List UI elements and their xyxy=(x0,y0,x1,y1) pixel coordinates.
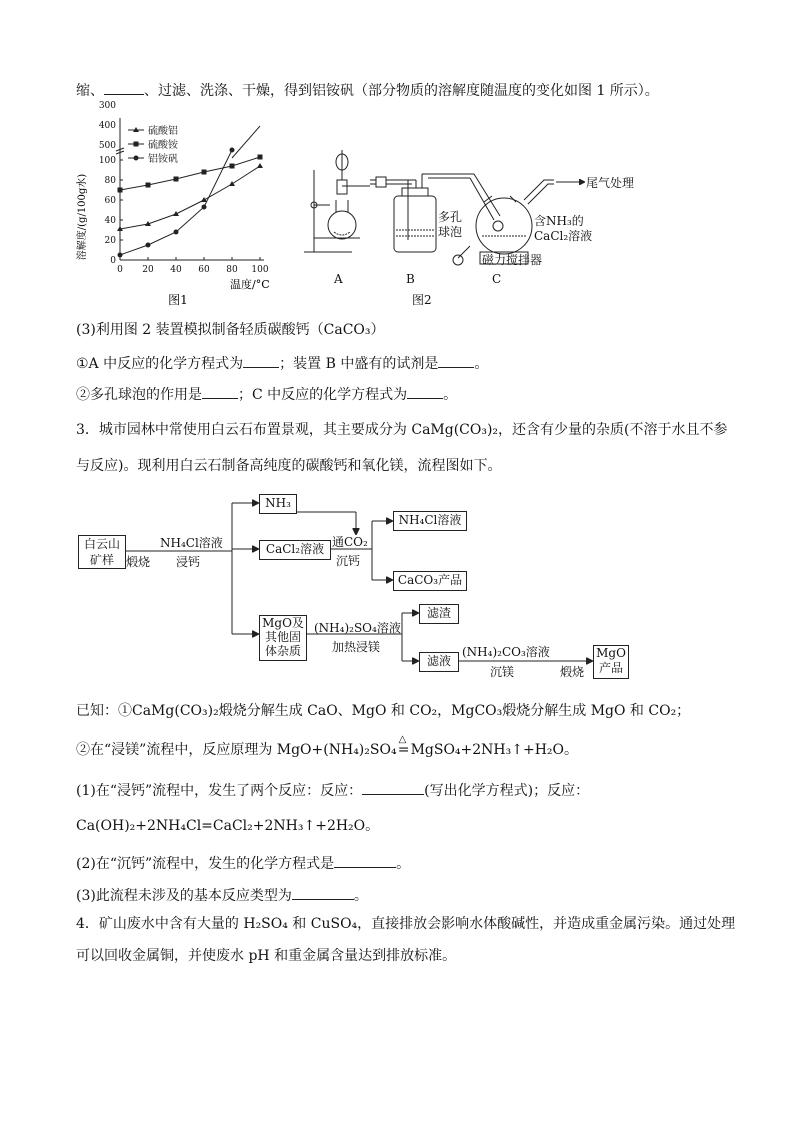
intro-text-a: 缩、 xyxy=(76,83,104,99)
x-tick-label: 60 xyxy=(198,265,210,275)
question-3 xyxy=(76,885,368,906)
x-tick-label: 40 xyxy=(170,265,182,275)
label-b: B xyxy=(406,272,415,286)
known-2-text-b: MgSO₄+2NH₃↑+H₂O。 xyxy=(410,742,579,758)
calcine-label: 煅烧 xyxy=(126,555,151,569)
heat-equals-sign: △ = xyxy=(397,740,411,760)
q3-sub2-text-c: 。 xyxy=(443,387,458,403)
x-tick-label: 20 xyxy=(142,265,154,275)
cacl2-box xyxy=(259,540,331,560)
tail-gas-label: 尾气处理 xyxy=(586,176,635,190)
y-tick-label: 40 xyxy=(104,216,116,226)
y-tick-label: 300 xyxy=(98,101,116,111)
intro-text-b: 、过滤、洗涤、干燥，得到铝铵矾（部分物质的溶解度随温度的变化如图 1 所示）。 xyxy=(144,83,659,99)
y-tick-label: 0 xyxy=(110,256,116,266)
cacl2-label: CaCl₂溶液 xyxy=(265,542,325,556)
precip-mg-label: 沉镁 xyxy=(490,665,515,679)
stirrer-label: 磁力搅拌器 xyxy=(482,253,543,267)
bubbler-label-1: 多孔 xyxy=(438,210,463,224)
residue-box xyxy=(419,604,459,624)
co2-label: 通CO₂ xyxy=(332,535,368,549)
known-1: 已知：①CaMg(CO₃)₂煅烧分解生成 CaO、MgO 和 CO₂，MgCO₃煅烧分解生成 MgO 和 CO₂； xyxy=(76,703,691,719)
question-2 xyxy=(76,853,410,874)
y-tick-label: 60 xyxy=(104,196,116,206)
legend-label: 硫酸铵 xyxy=(148,140,178,151)
known-2-text-a: ②在“浸镁”流程中，反应原理为 MgO+(NH₄)₂SO₄ xyxy=(76,742,397,758)
question-3-text-b: 。 xyxy=(353,888,368,904)
q3-sub1-text-a: ①A 中反应的化学方程式为 xyxy=(76,356,244,372)
ore-label-2: 矿样 xyxy=(89,553,114,567)
x-tick-label: 0 xyxy=(117,265,123,275)
x-tick-label: 80 xyxy=(226,265,238,275)
heat-leach-label: 加热浸镁 xyxy=(332,640,381,654)
y-tick-label: 20 xyxy=(104,236,116,246)
answer-blank[interactable] xyxy=(334,853,396,868)
caco3-label: CaCO₃产品 xyxy=(397,573,463,587)
question-3-text-a: (3)此流程未涉及的基本反应类型为 xyxy=(76,888,292,904)
question-2-text-b: 。 xyxy=(396,856,411,872)
delta-symbol: △ xyxy=(398,734,407,745)
caco3-box xyxy=(393,571,467,591)
question-1-equation: Ca(OH)₂+2NH₄Cl=CaCl₂+2NH₃↑+2H₂O。 xyxy=(76,818,380,834)
chart-ylabel: 溶解度/(g/100g水) xyxy=(77,173,88,261)
question-2-text-a: (2)在“沉钙”流程中，发生的化学方程式是 xyxy=(76,856,335,872)
problem4-line2: 可以回收金属铜，并使废水 pH 和重金属含量达到排放标准。 xyxy=(76,948,457,964)
problem3-line2: 与反应)。现利用白云石制备高纯度的碳酸钙和氧化镁，流程图如下。 xyxy=(76,458,502,474)
ore-sample-box xyxy=(78,535,126,569)
q3-sub2-text-a: ②多孔球泡的作用是 xyxy=(76,387,202,403)
mgo-solid-label-2: 其他固 xyxy=(264,630,301,644)
mgo-product-label-2: 产品 xyxy=(598,661,623,675)
q3-sub2-text-b: ；C 中反应的化学方程式为 xyxy=(238,387,408,403)
mgo-product-box xyxy=(593,645,629,679)
mgo-solid-box xyxy=(259,615,307,661)
precip-ca-label: 沉钙 xyxy=(336,554,361,568)
nh3-label: NH₃ xyxy=(265,496,291,510)
nh3-box xyxy=(259,494,297,514)
solution-label-2: CaCl₂溶液 xyxy=(534,229,593,243)
q3-title: (3)利用图 2 装置模拟制备轻质碳酸钙（CaCO₃） xyxy=(76,322,385,338)
ammonium-carbonate-label: (NH₄)₂CO₃溶液 xyxy=(462,645,550,659)
legend-label: 铝铵矾 xyxy=(148,154,178,165)
label-c: C xyxy=(492,272,502,286)
y-tick-label: 100 xyxy=(98,156,116,166)
solution-label-1: 含NH₃的 xyxy=(534,214,584,228)
known-2 xyxy=(76,734,579,760)
problem3-line1: 3．城市园林中常使用白云石布置景观，其主要成分为 CaMg(CO₃)₂，还含有少量的杂质(不溶于水且不参 xyxy=(76,422,728,438)
x-tick-label: 100 xyxy=(251,265,269,275)
mgo-product-label-1: MgO xyxy=(596,646,626,660)
ore-label-1: 白云山 xyxy=(83,537,120,551)
mgo-solid-label-1: MgO及 xyxy=(262,616,304,630)
fig2-caption: 图2 xyxy=(412,293,432,307)
nh4cl-out-label: NH₄Cl溶液 xyxy=(398,513,462,527)
question-1 xyxy=(76,780,589,801)
legend-label: 硫酸铝 xyxy=(148,126,178,137)
nh4cl-out-box xyxy=(393,511,467,531)
leach-ca-label: 浸钙 xyxy=(176,555,201,569)
question-1-text-b: (写出化学方程式)；反应： xyxy=(424,783,590,799)
q3-sub1-text-b: ；装置 B 中盛有的试剂是 xyxy=(279,356,439,372)
y-tick-label: 80 xyxy=(104,176,116,186)
chart-xlabel: 温度/°C xyxy=(230,278,270,291)
filtrate-box xyxy=(419,652,459,672)
y-tick-label: 500 xyxy=(98,141,116,151)
residue-label: 滤渣 xyxy=(426,606,451,620)
bubbler-label-2: 球泡 xyxy=(438,225,463,239)
question-1-text-a: (1)在“浸钙”流程中，发生了两个反应：反应： xyxy=(76,783,363,799)
answer-blank[interactable] xyxy=(362,780,424,795)
label-a: A xyxy=(334,272,343,286)
ammonium-sulfate-label: (NH₄)₂SO₄溶液 xyxy=(314,621,401,635)
q3-sub1-text-c: 。 xyxy=(474,356,489,372)
y-tick-label: 400 xyxy=(98,121,116,131)
nh4cl-reagent-label: NH₄Cl溶液 xyxy=(160,536,223,550)
filtrate-label: 滤液 xyxy=(426,654,451,668)
chart-caption: 图1 xyxy=(168,293,188,307)
problem4-line1: 4．矿山废水中含有大量的 H₂SO₄ 和 CuSO₄，直接排放会影响水体酸碱性，并造成重金属污染。通过处理 xyxy=(76,916,736,932)
answer-blank[interactable] xyxy=(292,885,354,900)
mgo-solid-label-3: 体杂质 xyxy=(264,644,301,658)
calcine2-label: 煅烧 xyxy=(560,665,585,679)
